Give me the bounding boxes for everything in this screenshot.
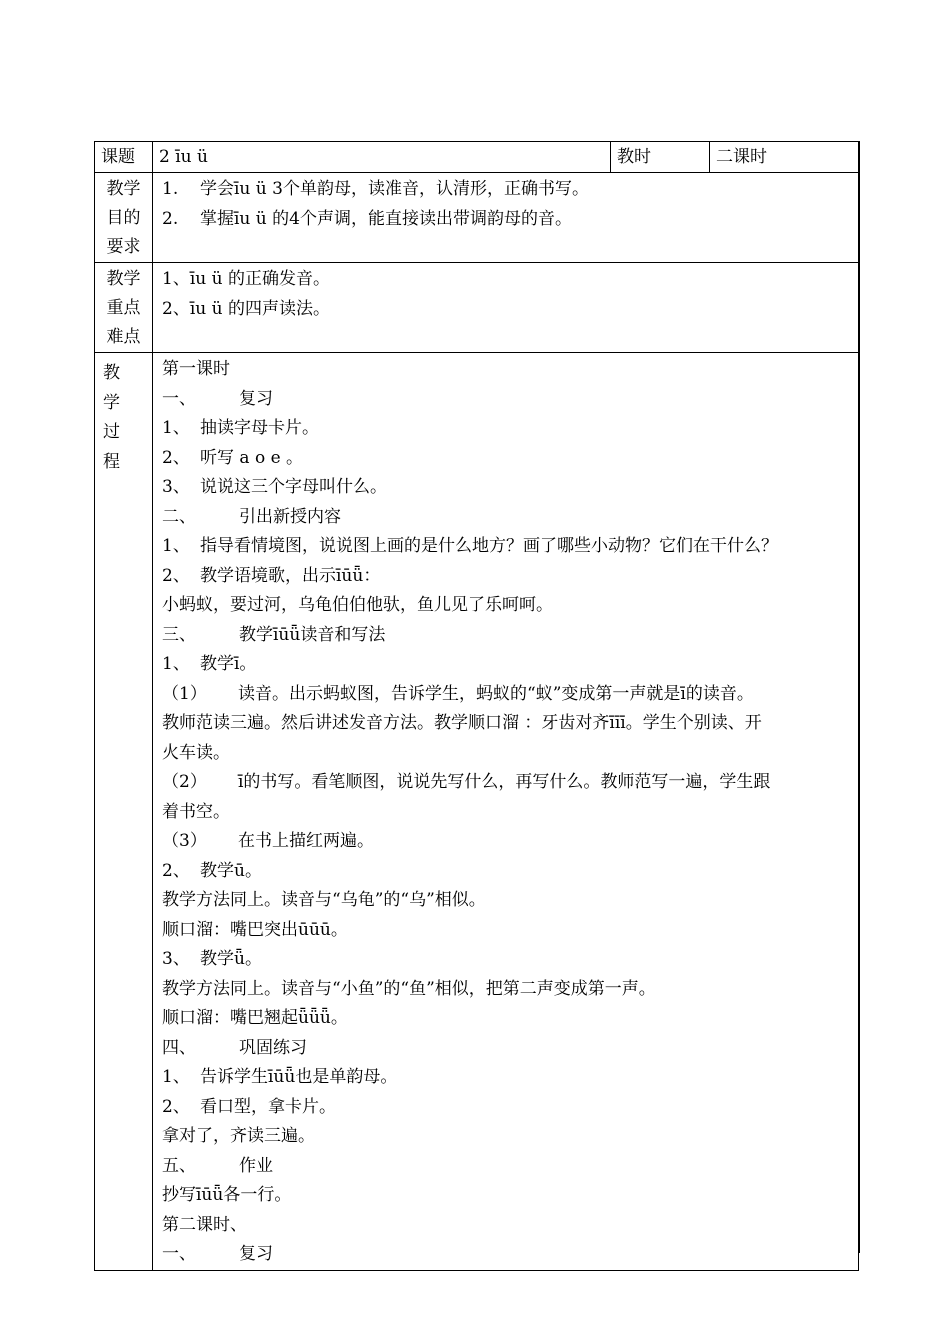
key-point-item: 2、īu ü 的四声读法。 <box>162 298 330 319</box>
key-points-label: 教学 重点 难点 <box>95 263 153 353</box>
hours-label: 教时 <box>611 142 710 173</box>
section-heading: 一、 复习 <box>162 1244 273 1264</box>
goal-item: 1. 学会īu ü 3个单韵母，读准音，认清形，正确书写。 <box>162 179 589 199</box>
key-points-content <box>153 263 859 353</box>
text-line: 火车读。 <box>162 742 230 763</box>
step: 2、 听写 a o e 。 <box>162 447 304 468</box>
section-heading: 二、 引出新授内容 <box>162 506 341 527</box>
hours-value: 二课时 <box>710 142 859 173</box>
text-line: 小蚂蚁，要过河，乌龟伯伯他驮，鱼儿见了乐呵呵。 <box>162 595 553 615</box>
step: 2、 教学ū。 <box>162 860 262 881</box>
key-point-item: 1、īu ü 的正确发音。 <box>162 269 330 289</box>
section-heading: 三、 教学īūǖ读音和写法 <box>162 624 386 645</box>
goals-label: 教学 目的 要求 <box>95 173 153 263</box>
lesson-heading: 第二课时、 <box>162 1214 247 1235</box>
process-content <box>153 353 859 1271</box>
step: 3、 说说这三个字母叫什么。 <box>162 477 387 497</box>
step: 1、 告诉学生īūǖ也是单韵母。 <box>162 1067 398 1087</box>
lesson-heading: 第一课时 <box>162 359 230 379</box>
sub-step: （1） 读音。出示蚂蚁图，告诉学生，蚂蚁的“蚁”变成第一声就是ī的读音。 <box>162 683 754 704</box>
section-heading: 五、 作业 <box>162 1155 273 1176</box>
text-line: 教学方法同上。读音与“小鱼”的“鱼”相似，把第二声变成第一声。 <box>162 978 656 999</box>
step: 1、 教学ī。 <box>162 654 257 674</box>
goals-content <box>153 173 859 263</box>
goal-item: 2. 掌握īu ü 的4个声调，能直接读出带调韵母的音。 <box>162 208 572 229</box>
topic-label: 课题 <box>95 142 153 173</box>
process-row <box>95 353 859 1271</box>
text-line: 着书空。 <box>162 801 230 822</box>
table-right-border <box>858 141 860 1253</box>
section-heading: 一、 复习 <box>162 388 273 409</box>
sub-step: （3） 在书上描红两遍。 <box>162 831 374 851</box>
step: 1、 指导看情境图，说说图上画的是什么地方？画了哪些小动物？它们在干什么？ <box>162 536 778 556</box>
text-line: 抄写īūǖ各一行。 <box>162 1185 292 1205</box>
step: 2、 看口型，拿卡片。 <box>162 1096 336 1117</box>
step: 1、 抽读字母卡片。 <box>162 418 319 438</box>
key-points-row <box>95 263 859 353</box>
goals-row <box>95 173 859 263</box>
topic-value: 2 īu ü <box>153 142 611 173</box>
text-line: 顺口溜：嘴巴突出ūūū。 <box>162 919 348 940</box>
text-line: 教学方法同上。读音与“乌龟”的“乌”相似。 <box>162 890 486 910</box>
text-line: 拿对了，齐读三遍。 <box>162 1126 315 1146</box>
sub-step: （2） ī的书写。看笔顺图，说说先写什么，再写什么。教师范写一遍，学生跟 <box>162 772 771 792</box>
text-line: 顺口溜：嘴巴翘起ǖǖǖ。 <box>162 1008 348 1028</box>
section-heading: 四、 巩固练习 <box>162 1037 307 1058</box>
header-row <box>95 142 859 173</box>
process-label: 教 学 过 程 <box>95 353 153 1271</box>
text-line: 教师范读三遍。然后讲述发音方法。教学顺口溜 ：牙齿对齐īīī。学生个别读、开 <box>162 713 762 733</box>
lesson-plan-table <box>94 141 859 1271</box>
step: 3、 教学ǖ。 <box>162 949 262 969</box>
step: 2、 教学语境歌，出示īūǖ： <box>162 565 381 586</box>
